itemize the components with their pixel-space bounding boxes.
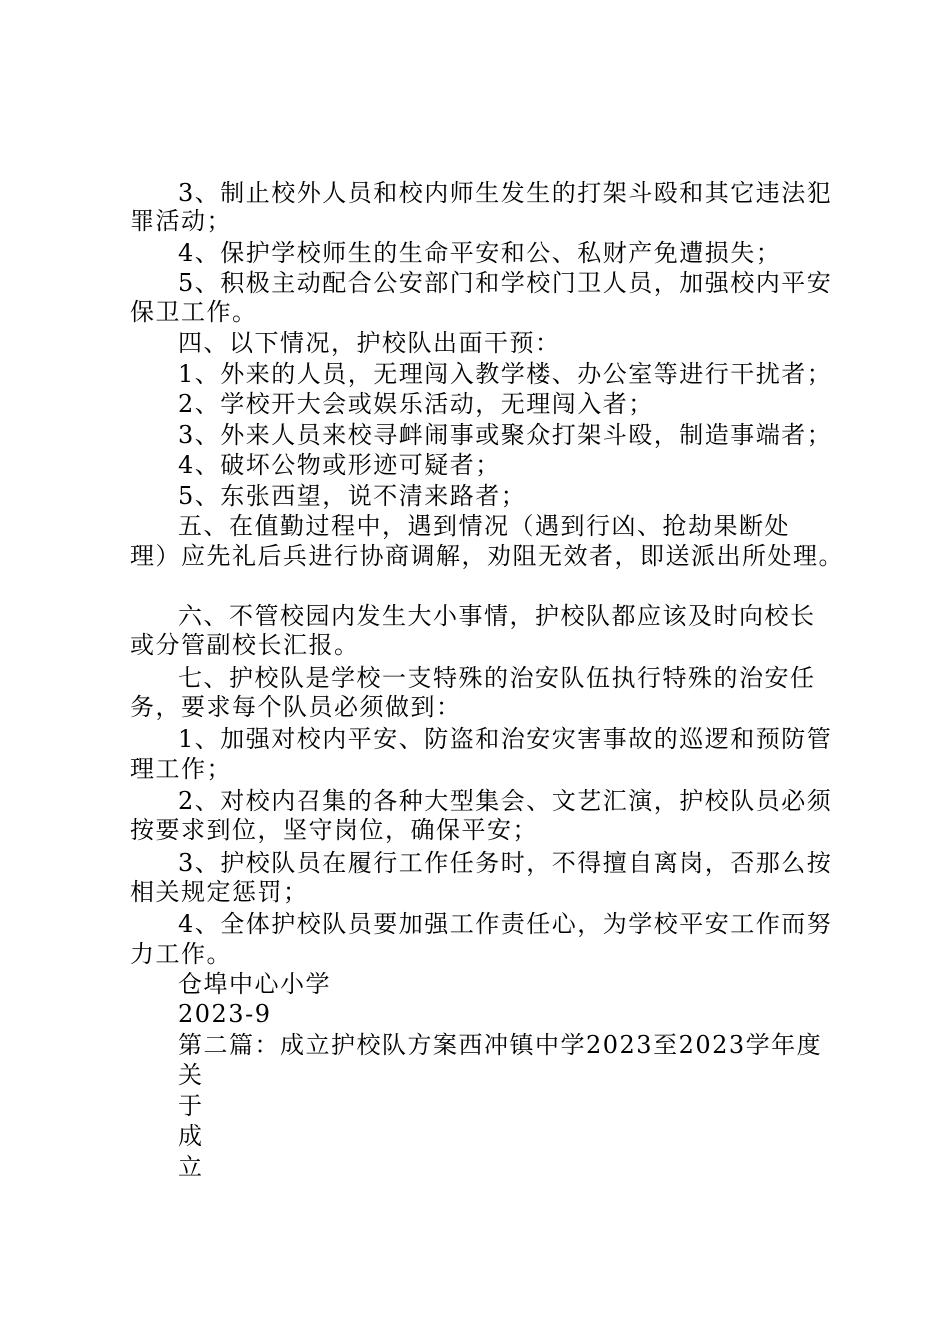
paragraph-line: 3、护校队员在履行工作任务时，不得擅自离岗，否那么按 — [178, 849, 833, 877]
paragraph-line: 罪活动； — [130, 207, 232, 235]
paragraph-line: 2、学校开大会或娱乐活动，无理闯入者； — [178, 390, 654, 418]
paragraph-line: 七、护校队是学校一支特殊的治安队伍执行特殊的治安任 — [178, 664, 816, 692]
paragraph-line: 四、以下情况，护校队出面干预： — [178, 329, 561, 357]
paragraph-line: 按要求到位，坚守岗位，确保平安； — [130, 816, 538, 844]
paragraph-line: 保卫工作。 — [130, 298, 258, 326]
paragraph-line: 力工作。 — [130, 940, 232, 968]
paragraph-line: 3、外来人员来校寻衅闹事或聚众打架斗殴，制造事端者； — [178, 421, 833, 449]
vertical-title-char: 关 — [178, 1061, 204, 1089]
paragraph-line: 3、制止校外人员和校内师生发生的打架斗殴和其它违法犯 — [178, 179, 833, 207]
paragraph-line: 理工作； — [130, 755, 232, 783]
vertical-title-char: 于 — [178, 1092, 204, 1120]
paragraph-line: 六、不管校园内发生大小事情，护校队都应该及时向校长 — [178, 602, 816, 630]
paragraph-line: 2、对校内召集的各种大型集会、文艺汇演，护校队员必须 — [178, 787, 833, 815]
vertical-title-char: 成 — [178, 1122, 204, 1150]
paragraph-line: 务，要求每个队员必须做到： — [130, 693, 462, 721]
paragraph-line: 4、全体护校队员要加强工作责任心，为学校平安工作而努 — [178, 910, 833, 938]
vertical-title-char: 立 — [178, 1153, 204, 1181]
paragraph-line: 相关规定惩罚； — [130, 878, 309, 906]
paragraph-line: 4、破坏公物或形迹可疑者； — [178, 451, 501, 479]
signature-date: 2023-9 — [178, 1000, 272, 1028]
signature-organization: 仓埠中心小学 — [178, 970, 331, 998]
paragraph-line: 5、东张西望，说不清来路者； — [178, 482, 527, 510]
paragraph-line: 1、加强对校内平安、防盗和治安灾害事故的巡逻和预防管 — [178, 725, 833, 753]
paragraph-line: 或分管副校长汇报。 — [130, 631, 360, 659]
paragraph-line: 4、保护学校师生的生命平安和公、私财产免遭损失； — [178, 239, 782, 267]
paragraph-line: 1、外来的人员，无理闯入教学楼、办公室等进行干扰者； — [178, 360, 833, 388]
section-heading: 第二篇：成立护校队方案西冲镇中学2023至2023学年度 — [178, 1031, 823, 1059]
paragraph-line: 理）应先礼后兵进行协商调解，劝阻无效者，即送派出所处理。 — [130, 542, 844, 570]
paragraph-line: 5、积极主动配合公安部门和学校门卫人员，加强校内平安 — [178, 269, 833, 297]
paragraph-line: 五、在值勤过程中，遇到情况（遇到行凶、抢劫果断处 — [178, 512, 790, 540]
